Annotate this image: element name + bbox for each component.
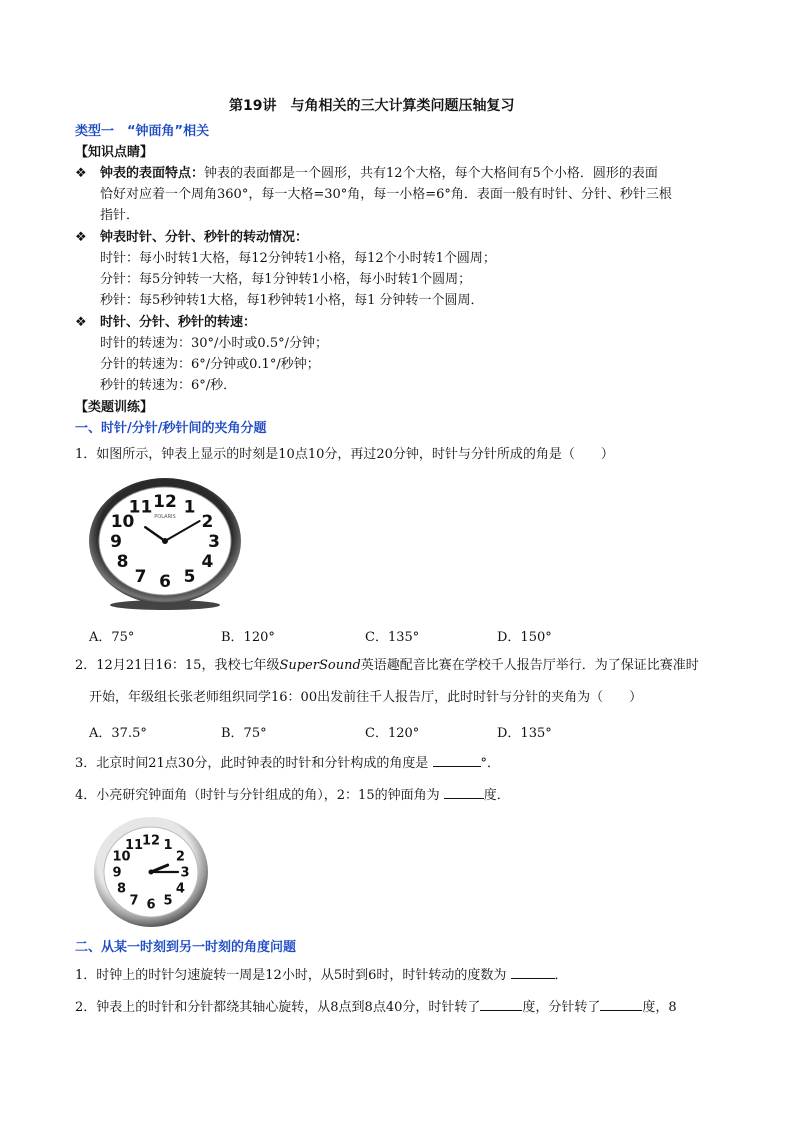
- diamond-bullet-icon: ❖: [75, 166, 87, 181]
- bullet-1-line-1: 钟表的表面特点：钟表的表面都是一个圆形，共有12个大格，每个大格间有5个小格．圆形的表面: [100, 166, 658, 181]
- clock-2-numeral: 10: [112, 849, 131, 865]
- bullet-2-head: 钟表时针、分针、秒针的转动情况：: [100, 230, 309, 245]
- clock-1-numeral: 8: [116, 552, 129, 573]
- clock-1-brand: POLARIS: [154, 514, 176, 520]
- clock-2-numeral: 7: [129, 893, 139, 909]
- clock-1-numeral: 4: [201, 552, 214, 573]
- subsection-1-title: 一、时针/分针/秒针间的夹角分题: [75, 421, 267, 436]
- clock-2-numeral: 4: [175, 881, 185, 897]
- clock-2-numeral: 5: [163, 893, 173, 909]
- bullet-1-head: 钟表的表面特点：: [100, 166, 205, 181]
- clock-1-numeral: 2: [201, 512, 214, 533]
- clock-1-numeral: 7: [134, 566, 147, 587]
- bullet-3-head: 时针、分针、秒针的转速：: [100, 315, 257, 330]
- answer-blank[interactable]: [433, 754, 481, 767]
- answer-blank[interactable]: [511, 966, 555, 979]
- bullet-2-line-1: 时针：每小时转1大格，每12分钟转1小格，每12个小时转1个圆周；: [100, 251, 496, 266]
- bullet-1-line-2: 恰好对应着一个周角360°，每一大格=30°角，每一小格=6°角．表面一般有时针、分针、秒针三根: [100, 187, 672, 202]
- section-2-question-1: 1．时钟上的时针匀速旋转一周是12小时，从5时到6时，时针转动的度数为 ．: [75, 968, 568, 983]
- q1-option-c: C．135°: [365, 630, 420, 645]
- clock-1-numeral: 12: [153, 492, 177, 513]
- q2-option-d: D．135°: [497, 726, 552, 741]
- answer-blank[interactable]: [600, 998, 642, 1011]
- clock-2-numeral: 6: [146, 897, 156, 913]
- clock-2-numeral: 2: [175, 849, 185, 865]
- bullet-2-line-3: 秒针：每5秒钟转1大格，每1秒钟转1小格，每1 分钟转一个圆周．: [100, 293, 484, 308]
- q1-option-a: A．75°: [89, 630, 135, 645]
- q2-option-b: B．75°: [221, 726, 267, 741]
- clock-1-numeral: 3: [208, 532, 220, 553]
- page-title: 第19讲 与角相关的三大计算类问题压轴复习: [229, 98, 515, 114]
- clock-2-numeral: 11: [124, 837, 144, 853]
- wall-clock-1-image: [84, 475, 246, 611]
- question-2-line-1: 2．12月21日16：15，我校七年级SuperSound英语趣配音比赛在学校千人报告厅举行．为了保证比赛准时: [75, 658, 699, 673]
- clock-2-center-cap: [149, 870, 154, 875]
- diamond-bullet-icon: ❖: [75, 315, 87, 330]
- answer-blank[interactable]: [480, 998, 522, 1011]
- q1-option-b: B．120°: [221, 630, 275, 645]
- clock-2-numeral: 8: [117, 881, 127, 897]
- clock-2-numeral: 1: [163, 837, 173, 853]
- clock-1-numeral: 5: [183, 566, 196, 587]
- training-header: 【类题训练】: [75, 400, 154, 415]
- clock-1-center-cap: [162, 538, 168, 544]
- subsection-2-title: 二、从某一时刻到另一时刻的角度问题: [75, 940, 297, 955]
- question-3-text: 3．北京时间21点30分，此时钟表的时针和分针构成的角度是 °．: [75, 756, 501, 771]
- bullet-3-line-3: 秒针的转速为：6°/秒．: [100, 378, 237, 393]
- clock-2-numeral: 12: [141, 833, 161, 849]
- clock-2-numeral: 9: [112, 865, 122, 881]
- answer-blank[interactable]: [444, 786, 484, 799]
- clock-1-numeral: 1: [183, 497, 196, 518]
- section-2-question-2: 2．钟表上的时针和分针都绕其轴心旋转，从8点到8点40分，时针转了 度，分针转了 度，8: [75, 1000, 677, 1015]
- bullet-3-line-1: 时针的转速为：30°/小时或0.5°/分钟；: [100, 336, 328, 351]
- type-label: 类型一 “钟面角”相关: [75, 124, 210, 139]
- bullet-3-line-2: 分针的转速为：6°/分钟或0.1°/秒钟；: [100, 357, 320, 372]
- diamond-bullet-icon: ❖: [75, 230, 87, 245]
- q2-option-a: A．37.5°: [89, 726, 147, 741]
- bullet-2-line-2: 分针：每5分钟转一大格，每1分钟转1小格，每小时转1个圆周；: [100, 272, 472, 287]
- clock-1-numeral: 6: [159, 572, 171, 593]
- clock-2-numeral: 3: [180, 865, 190, 881]
- wall-clock-2-image: [92, 815, 210, 929]
- question-1-text: 1．如图所示，钟表上显示的时刻是10点10分，再过20分钟，时针与分针所成的角是（ ）: [75, 447, 614, 462]
- question-2-line-2: 开始，年级组长张老师组织同学16：00出发前往千人报告厅，此时时针与分针的夹角为（ ）: [89, 690, 643, 705]
- question-4-text: 4．小亮研究钟面角（时针与分针组成的角），2：15的钟面角为 度．: [75, 788, 510, 803]
- knowledge-header: 【知识点睛】: [75, 145, 154, 160]
- q1-option-d: D．150°: [497, 630, 552, 645]
- clock-1-numeral: 11: [128, 497, 153, 518]
- clock-1-numeral: 10: [110, 512, 135, 533]
- bullet-1-line-3: 指针．: [100, 208, 140, 223]
- q2-option-c: C．120°: [365, 726, 420, 741]
- clock-1-numeral: 9: [110, 532, 122, 553]
